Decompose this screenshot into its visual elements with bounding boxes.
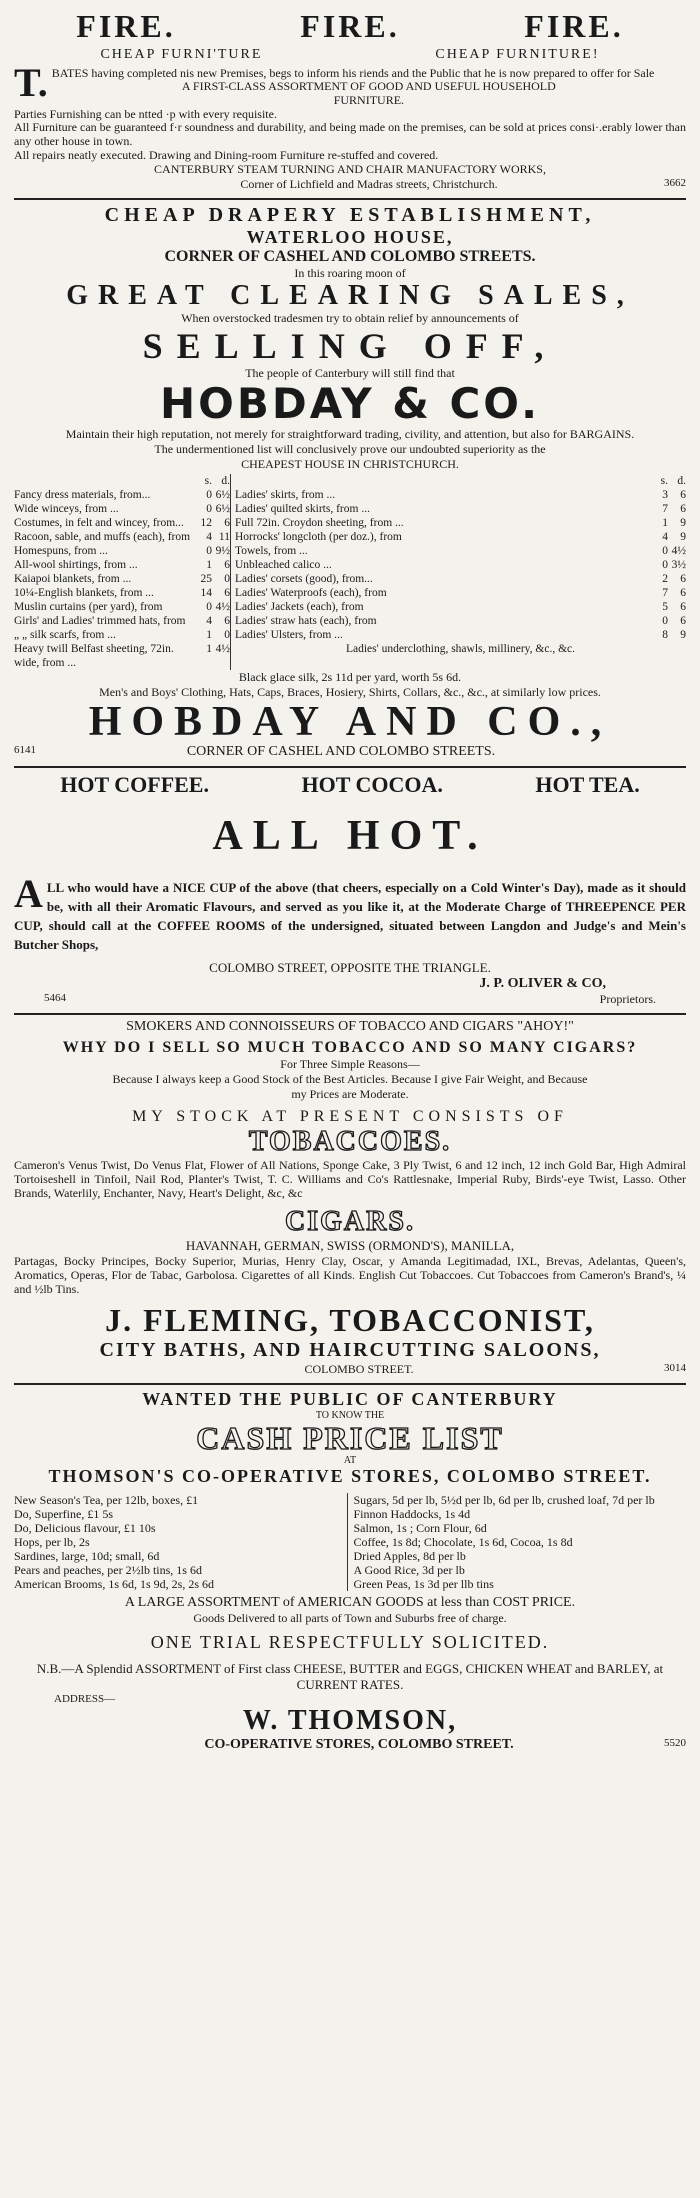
price-item: Ladies' corsets (good), from...: [231, 572, 651, 586]
price-shillings: 8: [662, 628, 668, 641]
price-list-item: Do, Delicious flavour, £1 10s: [14, 1520, 156, 1535]
price-pence: 6: [224, 516, 230, 529]
price-shillings: 0: [206, 502, 212, 515]
price-item: Wide winceys, from ...: [14, 502, 119, 515]
price-item: „ „ silk scarfs, from ...: [14, 628, 116, 641]
maintain-text: Maintain their high reputation, not merely for straightforward trading, civility, and attention, but also for BARGAINS.: [65, 426, 635, 441]
body-line: CANTERBURY STEAM TURNING AND CHAIR MANUFACTORY WORKS,: [154, 161, 546, 176]
american-text: A LARGE ASSORTMENT of AMERICAN GOODS at less than COST PRICE.: [124, 1594, 576, 1610]
furniture-advertisement: [14, 4, 686, 200]
price-shillings: 7: [662, 586, 668, 599]
unit-d: d.: [221, 474, 230, 487]
reasons-text: For Three Simple Reasons—: [280, 1056, 420, 1071]
price-shillings: 3: [662, 488, 668, 501]
price-row: [14, 488, 686, 502]
price-pence: 0: [224, 572, 230, 585]
stores-headline: THOMSON'S CO-OPERATIVE STORES, COLOMBO STREET.: [48, 1465, 652, 1486]
newspaper-page: [14, 0, 686, 1759]
price-row: [14, 516, 686, 530]
baths-text: CITY BATHS, AND HAIRCUTTING SALOONS,: [99, 1338, 601, 1361]
fire-word: FIRE.: [524, 8, 624, 44]
address-label: ADDRESS—: [54, 1692, 116, 1705]
price-row: [14, 558, 686, 572]
cigars-headline: CIGARS.: [285, 1205, 415, 1237]
price-shillings: 1: [206, 558, 212, 571]
body-line: FURNITURE.: [333, 92, 405, 107]
price-list-item: American Brooms, 1s 6d, 1s 9d, 2s, 2s 6d: [14, 1576, 214, 1591]
price-pence: 6½: [215, 488, 230, 501]
drop-cap: A: [14, 870, 43, 916]
price-shillings: 4: [206, 614, 212, 627]
hot-item: HOT COCOA.: [301, 771, 443, 797]
price-pence: 9½: [215, 544, 230, 557]
proprietors: Proprietors.: [599, 991, 656, 1006]
nb-text: N.B.—A Splendid ASSORTMENT of First class CHEESE, BUTTER and EGGS, CHICKEN WHEAT and BARLEY, at CURRENT RATES.: [36, 1660, 664, 1692]
price-pence: 11: [218, 530, 230, 543]
price-item: Muslin curtains (per yard), from: [14, 600, 163, 613]
price-item: Unbleached calico ...: [231, 558, 651, 572]
price-row: [14, 572, 686, 586]
signature: J. P. OLIVER & CO,: [479, 975, 606, 991]
hot-item: HOT TEA.: [535, 771, 640, 797]
price-pence: 9: [680, 516, 686, 529]
price-list-item: Pears and peaches, per 2½lb tins, 1s 6d: [14, 1562, 202, 1577]
price-item: Heavy twill Belfast sheeting, 72in. wide, from ...: [14, 642, 174, 669]
price-item: Racoon, sable, and muffs (each), from: [14, 530, 191, 543]
price-row: [14, 628, 686, 642]
price-item: Ladies' skirts, from ...: [231, 488, 651, 502]
price-rows: [14, 488, 686, 670]
drapery-footer-row: [14, 744, 686, 760]
thomson-footer: [14, 1737, 686, 1753]
price-pence: 6: [680, 572, 686, 585]
roaring-text: In this roaring moon of: [294, 265, 406, 280]
intro-text: BATES having completed nis new Premises, begs to inform his riends and the Public that he is now prepared to offer for Sale: [51, 66, 655, 80]
footer-corner: CORNER OF CASHEL AND COLOMBO STREETS.: [186, 743, 496, 759]
footer-text: CO-OPERATIVE STORES, COLOMBO STREET.: [204, 1736, 514, 1752]
price-list-item: Dried Apples, 8d per lb: [353, 1548, 466, 1563]
body-line: A FIRST-CLASS ASSORTMENT OF GOOD AND USEFUL HOUSEHOLD: [181, 79, 556, 93]
coffee-footer: [14, 992, 686, 1007]
hot-item: HOT COFFEE.: [60, 771, 209, 797]
price-pence: 9: [680, 628, 686, 641]
price-pence: 3½: [671, 558, 686, 571]
hobday-footer: HOBDAY AND CO.,: [88, 698, 612, 745]
price-shillings: 12: [200, 516, 212, 529]
price-shillings: 1: [206, 628, 212, 641]
price-row: [14, 642, 686, 670]
smokers-text: SMOKERS AND CONNOISSEURS OF TOBACCO AND CIGARS "AHOY!": [126, 1018, 574, 1034]
price-list-item: A Good Rice, 3d per lb: [353, 1562, 465, 1577]
ref-number: 5464: [44, 991, 66, 1004]
people-text: The people of Canterbury will still find that: [245, 365, 455, 380]
price-shillings: 5: [662, 600, 668, 613]
price-list-item: Salmon, 1s ; Corn Flour, 6d: [353, 1520, 487, 1535]
price-item: Homespuns, from ...: [14, 544, 108, 557]
price-item: Kaiapoi blankets, from ...: [14, 572, 132, 585]
price-shillings: 0: [206, 488, 212, 501]
cheapest-text: CHEAPEST HOUSE IN CHRISTCHURCH.: [241, 456, 459, 471]
furniture-subhead: [14, 47, 686, 63]
price-shillings: 0: [662, 558, 668, 571]
price-list-left: [14, 1493, 347, 1591]
price-shillings: 14: [200, 586, 212, 599]
price-shillings: 25: [200, 572, 212, 585]
price-list-right: [347, 1493, 687, 1591]
price-shillings: 2: [662, 572, 668, 585]
price-table: [14, 474, 686, 670]
price-item: Ladies' quilted skirts, from ...: [231, 502, 651, 516]
wanted-headline: WANTED THE PUBLIC OF CANTERBURY: [142, 1388, 558, 1409]
price-pence: 4½: [671, 544, 686, 557]
body-line: Parties Furnishing can be ntted ·p with every requisite.: [14, 106, 277, 121]
price-shillings: 1: [206, 642, 212, 655]
undermentioned-text: The undermentioned list will conclusively prove our undoubted superiority as the: [154, 441, 546, 456]
price-shillings: 0: [206, 544, 212, 557]
fire-word: FIRE.: [300, 8, 400, 44]
because-text: Because I always keep a Good Stock of the Best Articles. Because I give Fair Weight, and Because my Prices are Moderate.: [112, 1071, 588, 1101]
price-pence: 4½: [215, 600, 230, 613]
underclothing-text: Ladies' underclothing, shawls, millinery, &c., &c.: [231, 642, 687, 670]
price-list-item: Coffee, 1s 8d; Chocolate, 1s 6d, Cocoa, 1s 8d: [353, 1534, 573, 1549]
price-list: [14, 1493, 686, 1591]
unit-s: s.: [660, 474, 668, 487]
cigar-origin: HAVANNAH, GERMAN, SWISS (ORMOND'S), MANILLA,: [185, 1237, 515, 1253]
fleming-name: J. FLEMING, TOBACCONIST,: [105, 1301, 595, 1338]
price-item: Ladies' Jackets (each), from: [231, 600, 651, 614]
ref-number: 3662: [663, 176, 686, 189]
price-list-item: Green Peas, 1s 3d per llb tins: [353, 1576, 494, 1591]
corner-text: CORNER OF CASHEL AND COLOMBO STREETS.: [164, 247, 536, 265]
price-item: Costumes, in felt and wincey, from...: [14, 516, 184, 529]
glace-text: Black glace silk, 2s 11d per yard, worth 5s 6d.: [238, 669, 462, 684]
price-shillings: 0: [206, 600, 212, 613]
selling-headline: SELLING OFF,: [142, 325, 558, 366]
delivered-text: Goods Delivered to all parts of Town and Suburbs free of charge.: [193, 1610, 507, 1625]
price-row: [14, 600, 686, 614]
price-shillings: 0: [662, 614, 668, 627]
ref-number: 5520: [663, 1736, 686, 1749]
drapery-advertisement: [14, 200, 686, 768]
clearing-headline: GREAT CLEARING SALES,: [66, 279, 634, 311]
price-item: Horrocks' longcloth (per doz.), from: [231, 530, 651, 544]
stock-headline: MY STOCK AT PRESENT CONSISTS OF: [132, 1107, 568, 1125]
unit-d: d.: [677, 474, 686, 487]
price-item: Full 72in. Croydon sheeting, from ...: [231, 516, 651, 530]
coffee-body: [14, 870, 686, 954]
price-pence: 6½: [215, 502, 230, 515]
ref-number: 3014: [664, 1361, 686, 1374]
drapery-title: CHEAP DRAPERY ESTABLISHMENT,: [104, 203, 596, 226]
street-text: COLOMBO STREET.: [304, 1361, 414, 1376]
subhead-text: CHEAP FURNI'TURE: [100, 47, 263, 62]
price-row: [14, 502, 686, 516]
price-pence: 6: [224, 558, 230, 571]
price-item: Ladies' Waterproofs (each), from: [231, 586, 651, 600]
price-pence: 4½: [215, 642, 230, 655]
price-pence: 6: [680, 488, 686, 501]
drop-cap: T.: [14, 60, 48, 105]
all-hot-headline: ALL HOT.: [212, 812, 488, 859]
overstocked-text: When overstocked tradesmen try to obtain relief by announcements of: [181, 310, 519, 325]
mens-text: Men's and Boys' Clothing, Hats, Caps, Braces, Hosiery, Shirts, Collars, &c., &c., at similarly low prices.: [99, 684, 601, 699]
price-item: Ladies' straw hats (each), from: [231, 614, 651, 628]
hobday-logo: HOBDAY & CO.: [159, 378, 541, 428]
address-row: [14, 177, 686, 192]
body-line: All repairs neatly executed. Drawing and Dining-room Furniture re-stuffed and covered.: [14, 147, 439, 162]
price-pence: 6: [680, 586, 686, 599]
price-pence: 6: [680, 600, 686, 613]
price-table-head: [14, 474, 686, 488]
price-item: Girls' and Ladies' trimmed hats, from: [14, 614, 186, 627]
body-line: All Furniture can be guaranteed f·r soundness and durability, and being made on the premises, can be sold at prices consi·.erably lower than any other house in town.: [14, 120, 687, 149]
thomson-advertisement: [14, 1385, 686, 1759]
coffee-text: LL who would have a NICE CUP of the above (that cheers, especially on a Cold Winter's Day), made as it should be, with all their Aromatic Flavours, and served as you like it, at the Moderate Charge of THREEPENCE PER CUP, should call at the COFFEE ROOMS of the undersigned, situated between Langdon and Judge's and Mein's Butcher Shops,: [14, 879, 686, 952]
price-item: Fancy dress materials, from...: [14, 488, 151, 501]
price-list-item: Sardines, large, 10d; small, 6d: [14, 1548, 160, 1563]
price-pence: 6: [680, 614, 686, 627]
price-item: Ladies' Ulsters, from ...: [231, 628, 651, 642]
fire-headline: [14, 8, 686, 45]
price-row: [14, 586, 686, 600]
price-list-item: Hops, per lb, 2s: [14, 1534, 90, 1549]
fire-word: FIRE.: [76, 8, 176, 44]
hot-headline: [14, 772, 686, 798]
coffee-rooms-advertisement: [14, 768, 686, 1015]
tobacco-advertisement: [14, 1015, 686, 1385]
price-pence: 6: [224, 614, 230, 627]
house-name: WATERLOO HOUSE,: [246, 226, 454, 247]
price-pence: 6: [224, 586, 230, 599]
cigar-list: Partagas, Bocky Principes, Bocky Superior, Murias, Henry Clay, Oscar, y Amanda Legitimadad, IXL, Brevas, Adelantas, Queen's, Aromatics, Operas, Flor de Tabac, Garbolosa. Cigarettes of all Kinds. English Cut Tobaccoes. Cut Tobaccoes from Cameron's Brand's, ¼ and ½lb Tins.: [14, 1253, 686, 1296]
at-text: AT: [343, 1454, 357, 1466]
price-list-item: New Season's Tea, per 12lb, boxes, £1: [14, 1492, 199, 1507]
ref-number: 6141: [14, 743, 36, 756]
thomson-name: W. THOMSON,: [242, 1704, 458, 1736]
price-row: [14, 544, 686, 558]
tobaccoes-headline: TOBACCOES.: [248, 1125, 452, 1157]
price-list-item: Finnon Haddocks, 1s 4d: [353, 1506, 471, 1521]
price-list-item: Do, Superfine, £1 5s: [14, 1506, 113, 1521]
price-pence: 9: [680, 530, 686, 543]
price-item: Towels, from ...: [231, 544, 651, 558]
price-item: 10¼-English blankets, from ...: [14, 586, 154, 599]
price-shillings: 4: [206, 530, 212, 543]
price-shillings: 4: [662, 530, 668, 543]
tobacco-list: Cameron's Venus Twist, Do Venus Flat, Flower of All Nations, Sponge Cake, 3 Ply Twist, 6 and 12 inch, 12 inch Gold Bar, High Admiral Tortoiseshell in Tinfoil, Nail Rod, Planter's Twist, T. C. Williams and Co's Rattlesnake, Imperial Ruby, Birds'-eye Twist, Lasso. Other Brands, Waterlily, Enchanter, Navy, Heart's Delight, &c, &c: [14, 1157, 686, 1200]
price-row: [14, 614, 686, 628]
tobacco-footer: [14, 1362, 686, 1377]
price-item: All-wool shirtings, from ...: [14, 558, 138, 571]
subhead-text: CHEAP FURNITURE!: [435, 47, 600, 62]
price-row: [14, 530, 686, 544]
cash-price-list: CASH PRICE LIST: [196, 1419, 504, 1456]
price-shillings: 7: [662, 502, 668, 515]
price-list-item: Sugars, 5d per lb, 5½d per lb, 6d per lb, crushed loaf, 7d per lb: [353, 1492, 655, 1507]
to-know-text: TO KNOW THE: [315, 1409, 385, 1421]
price-shillings: 1: [662, 516, 668, 529]
price-shillings: 0: [662, 544, 668, 557]
address-text: Corner of Lichfield and Madras streets, Christchurch.: [240, 176, 498, 191]
why-headline: WHY DO I SELL SO MUCH TOBACCO AND SO MANY CIGARS?: [62, 1038, 638, 1056]
street-text: COLOMBO STREET, OPPOSITE THE TRIANGLE.: [209, 959, 491, 975]
price-pence: 0: [224, 628, 230, 641]
trial-text: ONE TRIAL RESPECTFULLY SOLICITED.: [150, 1631, 550, 1652]
unit-s: s.: [204, 474, 212, 487]
price-pence: 6: [680, 502, 686, 515]
